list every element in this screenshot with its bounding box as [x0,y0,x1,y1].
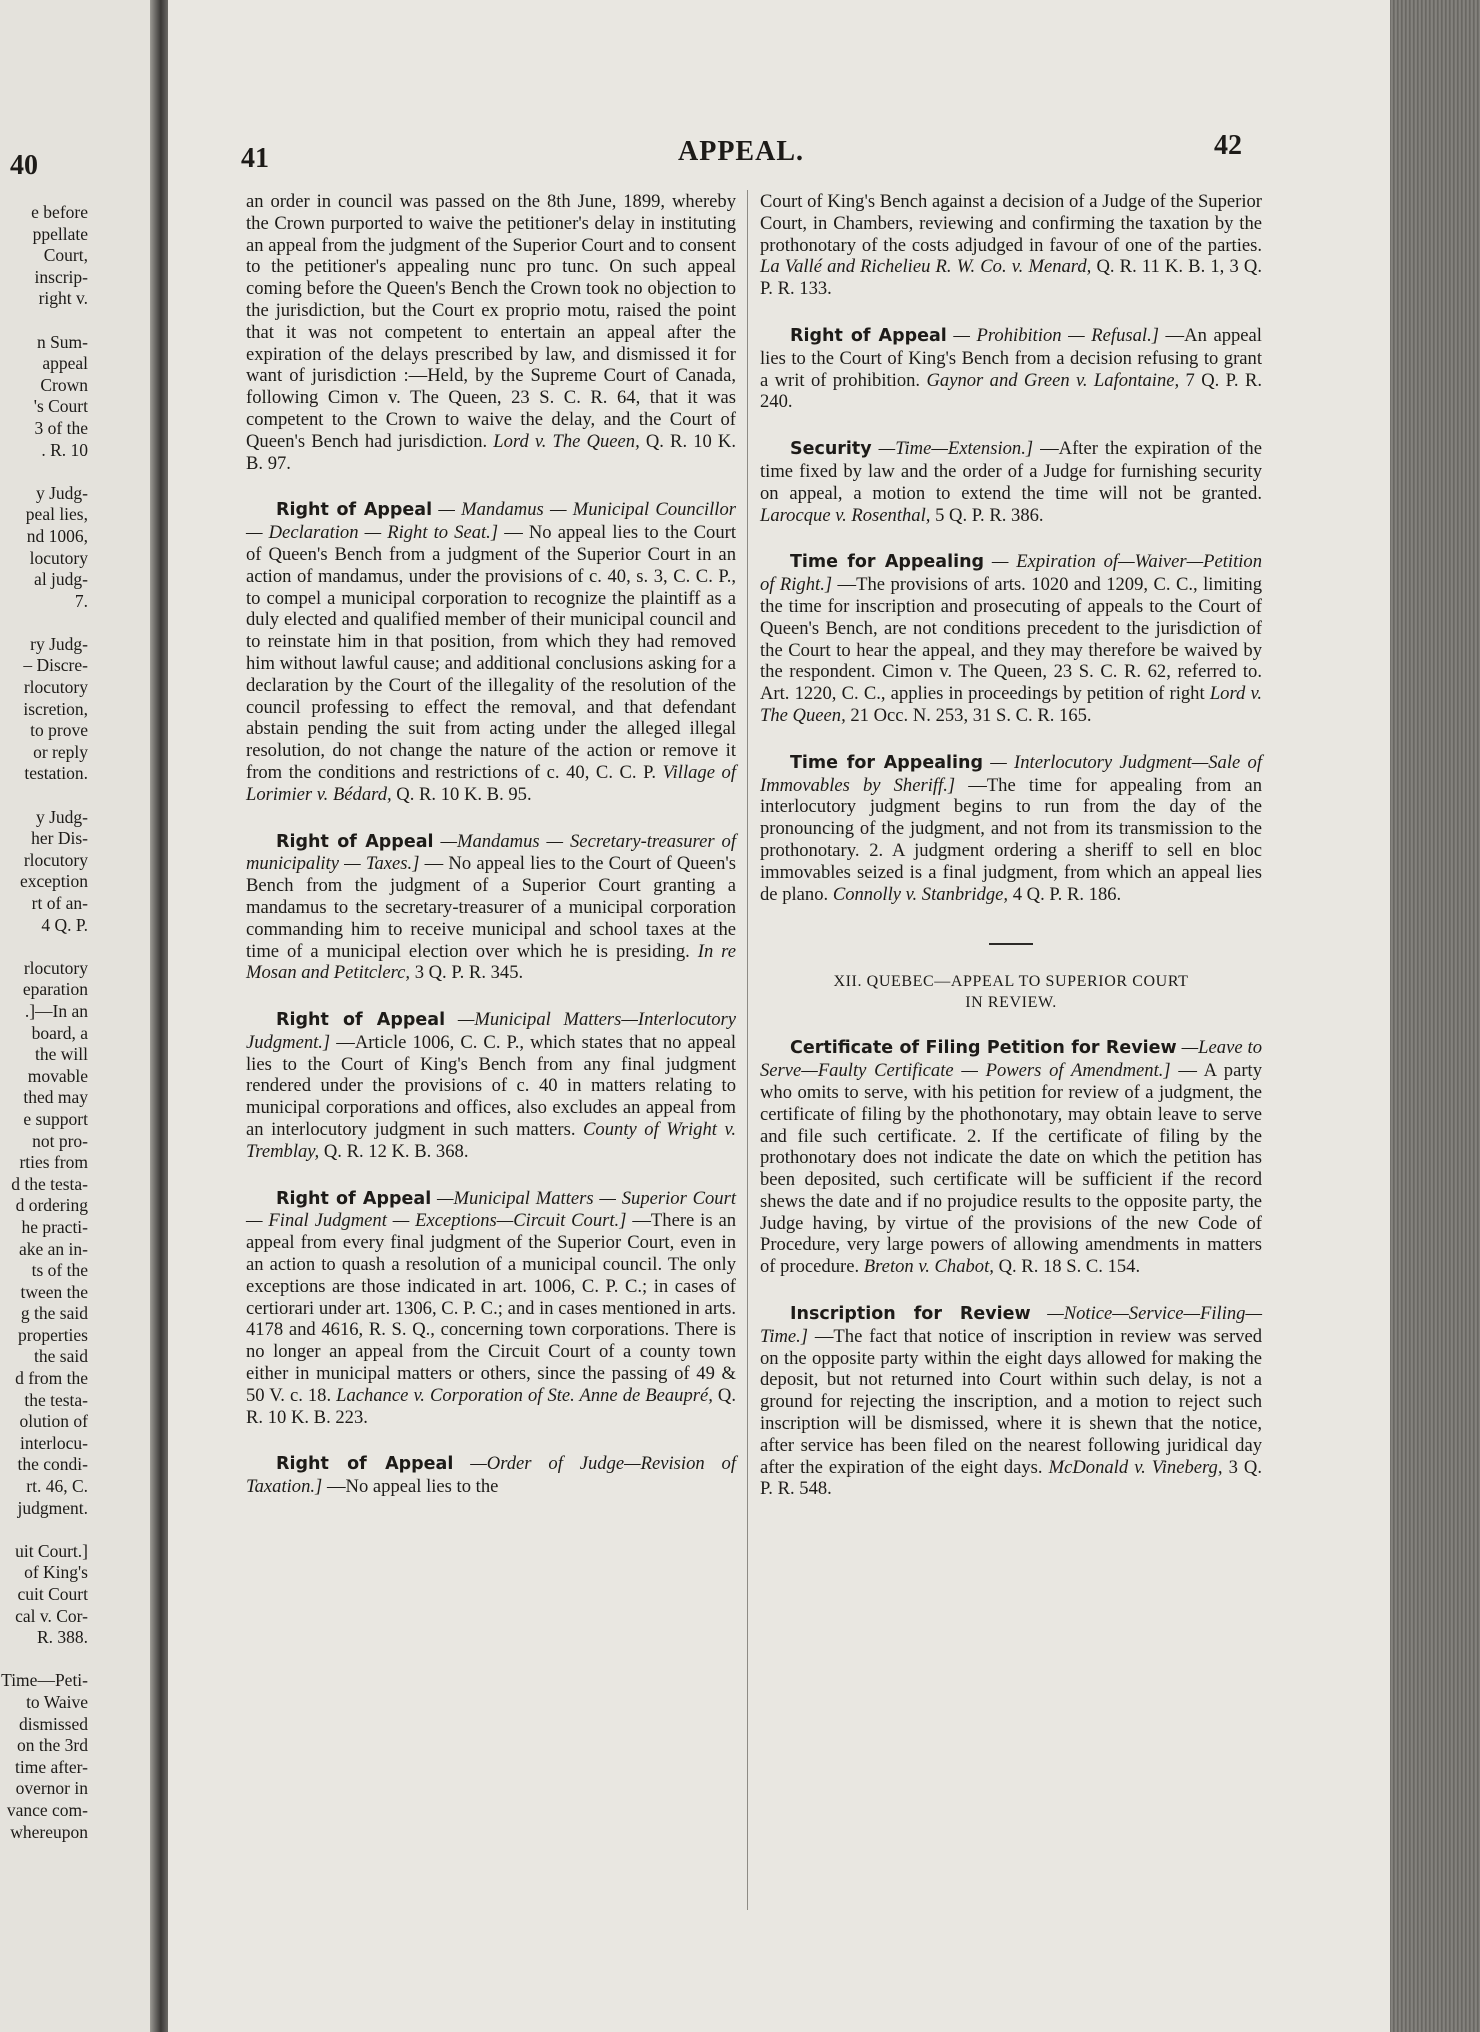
left-facing-line: d the testa- [11,1173,88,1194]
left-facing-line [0,785,88,807]
digest-entry [246,1453,736,1498]
entry-body: —The time for appealing from an interlocutory judgment begins to run from the day of the pronouncing of the judgment, and not from its transmission to the prothonotary. 2. A judgment ordering a sheriff to sell en bloc immovables seized is a final judgment, from which an appeal lies de plano. [760,774,1262,905]
left-facing-line: he practi- [21,1216,88,1237]
left-facing-line: her Dis- [31,828,88,849]
left-facing-line: .]—In an [24,1000,88,1021]
left-facing-line [0,1649,88,1671]
entry-heading: Right of Appeal [276,1454,454,1475]
entry-subject: —Notice—Service—Filing—Time.] [760,1303,1263,1347]
digest-entry [760,191,1262,300]
entry-body: —The provisions of arts. 1020 and 1209, C. C., limiting the time for inscription and prosecuting of appeals to the Court of Queen's Bench, are not conditions precedent to the jurisdiction of the Court to hear the appeal, and they may therefore be waived by the respondent. Cimon v. The Queen, 23 S. C. R. 62, referred to. Art. 1220, C. C., applies in proceedings by petition of right [760,574,1262,705]
entry-subject: — Mandamus — Municipal Councillor — Declaration — Right to Seat.] [246,499,737,544]
entry-reference: 4 Q. P. R. 186. [1012,883,1122,905]
digest-entry [246,191,736,474]
left-facing-line: 3 of the [34,417,88,438]
entry-heading: Right of Appeal [276,1188,432,1209]
left-facing-line: on the 3rd [17,1735,88,1756]
entry-subject: —Mandamus — Secretary-treasurer of municipality — Taxes.] [246,830,736,875]
entry-body: —There is an appeal from every final judgment of the Superior Court, even in an action to quash a resolution of a municipal council. The only exceptions are those indicated in art. 1006, C. P. C.; in cases of certiorari under art. 1306, C. P. C.; and in cases mentioned in arts. 4178 and 4616, R. S. Q., concerning town corporations. There is no longer an appeal from the Circuit Court of a county town either in municipal matters or others, since the passing of 49 & 50 V. c. 18. [246,1210,736,1406]
left-facing-line [0,936,88,958]
left-facing-line: ts of the [31,1260,88,1281]
entry-citation: In re Mosan and Petitclerc, [246,940,736,984]
digest-entry [760,752,1262,906]
left-column [246,191,736,1498]
left-facing-line: vance com- [6,1799,88,1820]
entry-citation: Gaynor and Green v. Lafontaine, [926,369,1180,391]
left-facing-line: board, a [31,1022,88,1043]
left-facing-line: Court, [43,245,88,266]
entry-reference: 7 Q. P. R. 240. [760,369,1262,413]
column-divider [747,190,748,1910]
entry-reference: Q. R. 11 K. B. 1, 3 Q. P. R. 133. [760,256,1262,300]
left-facing-line [0,310,88,332]
left-facing-line: testation. [24,763,88,784]
left-facing-page-number: 40 [10,150,38,181]
left-facing-line: interlocu- [19,1432,88,1453]
entry-body: —Article 1006, C. C. P., which states that no appeal lies to the Court of King's Bench from any final judgment rendered under the provisions of c. 40 in matters relating to municipal corporations and offices, also excludes an appeal from an interlocutory judgment in such matters. [246,1031,737,1141]
digest-entry [760,325,1262,413]
entry-citation: Lachance v. Corporation of Ste. Anne de Beaupré, [336,1384,713,1406]
entry-heading: Right of Appeal [276,831,434,852]
entry-citation: Village of Lorimier v. Bédard, [246,761,736,805]
entry-subject: —Time—Extension.] [878,438,1034,460]
left-facing-line: R. 388. [36,1627,88,1648]
left-facing-line: exception [19,871,88,892]
left-facing-line: the testa- [24,1389,88,1410]
left-facing-line: the will [35,1044,88,1065]
entry-citation: Lord v. The Queen, [760,683,1262,726]
left-facing-line [0,1519,88,1541]
left-facing-line [0,461,88,483]
entry-heading: Certificate of Filing Petition for Review [790,1038,1177,1059]
entry-body: —After the expiration of the time fixed by law and the order of a Judge for furnishing security on appeal, a motion to extend the time will not be granted. [760,438,1262,504]
entry-reference: Q. R. 10 K. B. 223. [246,1384,736,1428]
entry-body: —The fact that notice of inscription in review was served on the opposite party within the eight days allowed for making the deposit, but not returned into Court within such delay, is not a ground for rejecting the inscription, and a motion to reject such inscription will be dismissed, where it is shewn that the notice, after service has been filed on the nearest following juridical day after the expiration of the eight days. [760,1325,1262,1478]
left-facing-line: . R. 10 [41,439,88,460]
right-column-entries [760,191,1262,905]
page-number-right: 42 [1214,130,1242,161]
page-number-left: 41 [241,143,269,174]
left-facing-line: 7. [74,590,88,611]
left-facing-line: iscretion, [23,698,88,719]
left-facing-line: the said [34,1346,88,1367]
left-facing-line: al judg- [34,569,88,590]
left-facing-line: ppellate [32,223,88,244]
left-facing-line: time after- [14,1756,88,1777]
left-facing-line: peal lies, [25,504,88,525]
section-heading [760,971,1262,1013]
left-facing-line: 4 Q. P. [41,914,88,935]
entry-body: —An appeal lies to the Court of King's Bench from a decision refusing to grant a writ of prohibition. [760,324,1262,391]
entry-subject: — Prohibition — Refusal.] [953,324,1159,346]
right-column [760,191,1262,1500]
left-facing-line: cuit Court [17,1584,88,1604]
left-facing-line: rlocutory [23,849,88,870]
left-facing-line: rt. 46, C. [26,1476,88,1497]
left-facing-line: Crown [40,374,88,395]
left-facing-line: judgment. [17,1497,88,1518]
entry-body: an order in council was passed on the 8th June, 1899, whereby the Crown purported to waive the petitioner's delay in instituting an appeal from the judgment of the Superior Court and to consent to the petitioner's appealing nunc pro tunc. On such appeal coming before the Queen's Bench the Crown took no objection to the jurisdiction, but the Court ex proprio motu, raised the point that it was not competent to entertain an appeal after the expiration of the delays prescribed by law, and dismissed it for want of jurisdiction :—Held, by the Supreme Court of Canada, following Cimon v. The Queen, 23 S. C. R. 64, that it was competent to the Crown to waive the delay, and the Court of Queen's Bench had jurisdiction. [246,191,736,452]
entry-reference: Q. R. 18 S. C. 154. [998,1256,1141,1278]
digest-entry [760,1037,1262,1278]
left-facing-line: right v. [38,288,88,309]
entry-citation: Breton v. Chabot, [863,1256,994,1278]
entry-heading: Right of Appeal [790,325,947,346]
digest-entry [246,499,736,805]
left-facing-line: to prove [30,720,88,741]
left-facing-line: appeal [42,353,88,374]
entry-reference: 21 Occ. N. 253, 31 S. C. R. 165. [850,704,1092,726]
entry-subject: —Leave to Serve—Faulty Certificate — Powers of Amendment.] [760,1037,1262,1082]
left-facing-line: movable [27,1065,88,1086]
entry-citation: Larocque v. Rosenthal, [760,504,931,526]
section-heading-line1: XII. QUEBEC—APPEAL TO SUPERIOR COURT [833,973,1189,991]
entry-body: Court of King's Bench against a decision of a Judge of the Superior Court, in Chambers, reviewing and confirming the taxation by the prothonotary of the costs adjudged in favour of one of the parties. [760,191,1262,256]
entry-citation: McDonald v. Vineberg, [1048,1456,1223,1478]
left-facing-line: d from the [15,1368,88,1389]
left-facing-line: eparation [22,979,88,1000]
section-rule [989,943,1033,945]
entry-subject: — Expiration of—Waiver—Petition of Right.] [760,551,1263,596]
entry-reference: 3 Q. P. R. 345. [414,962,524,984]
left-facing-line: tween the [20,1281,88,1302]
entry-subject: — Interlocutory Judgment—Sale of Immovables by Sheriff.] [760,751,1262,796]
left-facing-line: d ordering [15,1195,88,1216]
book-gutter [150,0,168,2032]
left-facing-line: or reply [33,741,88,762]
left-facing-line: ake an in- [19,1238,88,1259]
left-facing-line: g the said [20,1303,88,1324]
left-facing-line: to Waive [26,1691,88,1712]
left-facing-line: y Judg- [35,482,88,503]
digest-entry [246,1188,736,1429]
left-facing-line: ry Judg- [30,633,88,654]
left-facing-line: overnor in [15,1778,88,1799]
digest-entry [760,551,1262,726]
left-facing-line: rt of an- [31,893,88,913]
entry-reference: 3 Q. P. R. 548. [760,1456,1263,1500]
left-facing-line: Time—Peti- [1,1670,88,1691]
entry-body: —No appeal lies to the [326,1476,499,1498]
entry-heading: Time for Appealing [790,552,985,573]
entry-reference: Q. R. 10 K. B. 97. [246,430,736,474]
entry-heading: Time for Appealing [790,752,983,773]
entry-heading: Security [790,439,872,460]
entry-body: — No appeal lies to the Court of Queen's Bench from the judgment of a Superior Court granting a mandamus to the secretary-treasurer of a municipal corporation commanding him to receive municipal and school taxes at the time of a municipal election over which he is presiding. [246,853,736,962]
left-facing-line: 's Court [33,396,88,417]
entry-heading: Right of Appeal [276,1010,446,1031]
left-facing-line: inscrip- [34,266,88,287]
entry-heading: Right of Appeal [276,500,433,521]
left-facing-page-text [0,202,88,1843]
entry-citation: County of Wright v. Tremblay, [246,1119,736,1162]
entry-citation: Connolly v. Stanbridge, [832,883,1009,905]
left-facing-line: nd 1006, [26,525,88,546]
digest-entry [760,1303,1262,1500]
left-facing-line: – Discre- [23,655,88,676]
entry-subject: —Municipal Matters — Superior Court — Final Judgment — Exceptions—Circuit Court.] [246,1187,737,1232]
entry-reference: 5 Q. P. R. 386. [935,504,1044,526]
entry-heading: Inscription for Review [790,1304,1031,1325]
left-facing-line: the condi- [17,1454,88,1475]
entry-subject: —Order of Judge—Revision of Taxation.] [246,1453,736,1498]
digest-entry [246,1009,736,1163]
entry-body: — No appeal lies to the Court of Queen's Bench from a judgment of the Superior Court in an action of mandamus, under the provisions of c. 40, s. 3, C. C. P., to compel a municipal corporation to recognize the plaintiff as a duly elected and qualified member of their municipal council and to reinstate him in that position, from which they had removed him without lawful cause; and additional conclusions asking for a declaration by the Court of the illegality of the resolution of the council professing to effect the removal, and that defendant abstain pending the suit from acting under the alleged illegal resolution, do not change the nature of the action or remove it from the conditions and restrictions of c. 40, C. C. P. [246,522,736,783]
entry-citation: La Vallé and Richelieu R. W. Co. v. Menard, [760,256,1092,278]
left-facing-page [0,0,151,2032]
left-facing-line: cal v. Cor- [15,1605,88,1626]
running-title: APPEAL. [678,136,804,167]
entry-body: — A party who omits to serve, with his petition for review of a judgment, the certificate of filing by the phothonotary, may obtain leave to serve and file such certificate. 2. If the certificate of filing by the prothonotary does not indicate the date on which the petition has been deposited, such certificate will be sufficient if the record shews the date and if no projudice results to the opposite party, the Judge having, by virtue of the provisions of the new Code of Procedure, very large powers of allowing amendments in matters of procedure. [760,1060,1262,1278]
left-facing-line: e before [31,202,88,222]
digest-entry [246,831,736,985]
section-heading-line2: IN REVIEW. [965,994,1057,1012]
left-facing-line: of King's [24,1562,88,1583]
left-facing-line: dismissed [18,1713,88,1734]
main-page [168,0,1390,2032]
entry-citation: Lord v. The Queen, [493,430,640,452]
left-facing-line [0,612,88,634]
left-facing-line: properties [18,1324,88,1345]
entry-reference: Q. R. 12 K. B. 368. [323,1140,469,1162]
left-facing-line: rlocutory [23,957,88,978]
left-facing-line: rlocutory [23,677,88,698]
left-facing-line: olution of [19,1411,88,1432]
left-facing-line: e support [23,1108,88,1129]
left-facing-line: locutory [29,547,88,568]
left-facing-line: not pro- [32,1130,88,1151]
left-facing-line: y Judg- [35,806,88,827]
entry-subject: —Municipal Matters—Interlocutory Judgment.] [246,1009,737,1053]
left-facing-line: whereupon [10,1821,88,1842]
left-facing-line: rties from [19,1152,88,1173]
review-section-entries [760,1037,1262,1500]
digest-entry [760,438,1262,526]
book-page-edges [1390,0,1480,2032]
left-facing-line: uit Court.] [15,1540,88,1561]
left-facing-line: thed may [23,1087,88,1108]
left-facing-line: n Sum- [36,331,88,352]
entry-reference: Q. R. 10 K. B. 95. [396,783,532,805]
